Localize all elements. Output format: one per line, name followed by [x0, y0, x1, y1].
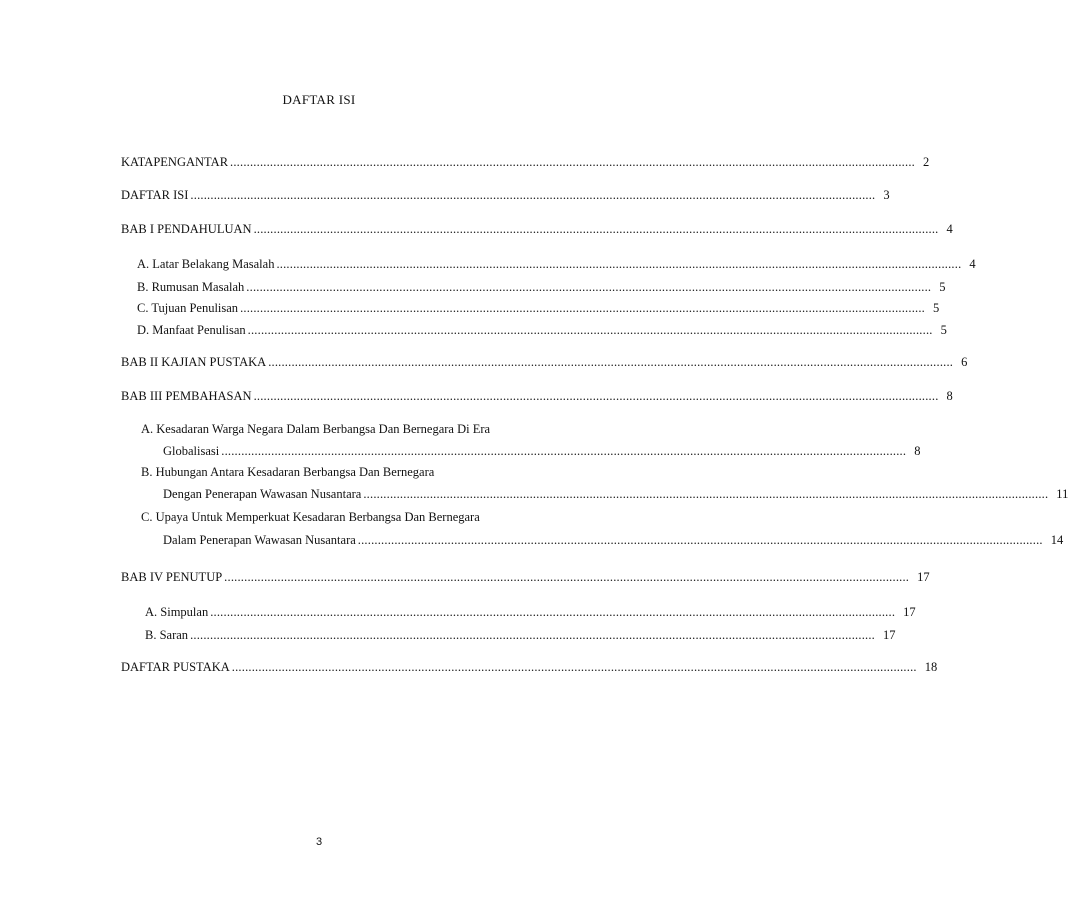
toc-entry-page: 17 [917, 570, 930, 584]
toc-entry-label: DAFTAR ISI [121, 188, 189, 202]
toc-entry-page: 6 [961, 355, 968, 369]
dot-leader: .............................................................................................................................................................................................................. [363, 487, 1049, 501]
toc-entry-page: 5 [939, 280, 946, 294]
dot-leader: .............................................................................................................................................................................................................. [230, 155, 915, 169]
dot-leader: .............................................................................................................................................................................................................. [231, 660, 917, 674]
dot-leader: .............................................................................................................................................................................................................. [253, 389, 939, 403]
toc-entry-page: 18 [924, 660, 938, 674]
page-number: 3 [315, 836, 323, 848]
toc-entry-bab-1-b[interactable] [137, 280, 946, 295]
toc-entry-bab-3-a[interactable] [163, 444, 921, 459]
toc-entry-label: C. Tujuan Penulisan [137, 301, 239, 315]
dot-leader: .............................................................................................................................................................................................................. [240, 301, 926, 315]
toc-entry-label: BAB IV PENUTUP [121, 570, 223, 584]
toc-entry-bab-1[interactable] [121, 222, 953, 237]
toc-entry-label: B. Rumusan Masalah [137, 280, 245, 294]
toc-entry-kata-pengantar[interactable] [121, 155, 930, 170]
toc-entry-label: D. Manfaat Penulisan [137, 323, 246, 337]
dot-leader: .............................................................................................................................................................................................................. [190, 188, 876, 202]
toc-entry-label: A. Simpulan [145, 605, 209, 619]
toc-entry-label: A. Latar Belakang Masalah [137, 257, 275, 271]
toc-entry-bab-3-a-line1: A. Kesadaran Warga Negara Dalam Berbangsa Dan Bernegara Di Era [141, 422, 491, 436]
dot-leader: .............................................................................................................................................................................................................. [190, 628, 876, 642]
toc-entry-bab-3-b[interactable] [163, 487, 1068, 502]
toc-entry-label: BAB I PENDAHULUAN [121, 222, 252, 236]
toc-entry-page: 4 [946, 222, 953, 236]
toc-entry-bab-3[interactable] [121, 389, 953, 404]
toc-entry-label: KATAPENGANTAR [121, 155, 229, 169]
toc-entry-page: 5 [933, 301, 940, 315]
dot-leader: .............................................................................................................................................................................................................. [253, 222, 939, 236]
toc-entry-label: BAB III PEMBAHASAN [121, 389, 252, 403]
toc-entry-bab-2[interactable] [121, 355, 968, 370]
toc-entry-label: BAB II KAJIAN PUSTAKA [121, 355, 267, 369]
toc-entry-bab-1-d[interactable] [137, 323, 947, 338]
toc-entry-label: Dalam Penerapan Wawasan Nusantara [163, 533, 356, 547]
toc-entry-bab-1-a[interactable] [137, 257, 976, 272]
dot-leader: .............................................................................................................................................................................................................. [224, 570, 910, 584]
toc-entry-page: 3 [883, 188, 890, 202]
toc-entry-bab-1-c[interactable] [137, 301, 940, 316]
toc-entry-label: Globalisasi [163, 444, 220, 458]
dot-leader: .............................................................................................................................................................................................................. [268, 355, 954, 369]
toc-entry-bab-3-c-line1: C. Upaya Untuk Memperkuat Kesadaran Berbangsa Dan Bernegara [141, 510, 480, 524]
toc-entry-page: 17 [903, 605, 916, 619]
toc-entry-page: 8 [946, 389, 953, 403]
dot-leader: .............................................................................................................................................................................................................. [247, 323, 933, 337]
dot-leader: .............................................................................................................................................................................................................. [210, 605, 896, 619]
toc-entry-bab-3-c[interactable] [163, 533, 1064, 548]
dot-leader: .............................................................................................................................................................................................................. [357, 533, 1043, 547]
toc-entry-page: 5 [940, 323, 947, 337]
toc-entry-daftar-pustaka[interactable] [121, 660, 938, 675]
toc-entry-bab-4-a[interactable] [145, 605, 916, 620]
dot-leader: .............................................................................................................................................................................................................. [221, 444, 907, 458]
toc-entry-bab-4[interactable] [121, 570, 930, 585]
page-title: DAFTAR ISI [282, 92, 356, 107]
toc-entry-label: B. Saran [145, 628, 189, 642]
toc-entry-page: 4 [969, 257, 976, 271]
toc-entry-bab-3-b-line1: B. Hubungan Antara Kesadaran Berbangsa Dan Bernegara [141, 465, 435, 479]
toc-entry-page: 8 [914, 444, 921, 458]
toc-entry-bab-4-b[interactable] [145, 628, 896, 643]
toc-entry-label: DAFTAR PUSTAKA [121, 660, 230, 674]
toc-entry-daftar-isi[interactable] [121, 188, 890, 203]
toc-entry-label: Dengan Penerapan Wawasan Nusantara [163, 487, 362, 501]
toc-entry-page: 14 [1050, 533, 1064, 547]
toc-entry-page: 11 [1056, 487, 1068, 501]
dot-leader: .............................................................................................................................................................................................................. [246, 280, 932, 294]
toc-entry-page: 17 [883, 628, 896, 642]
dot-leader: .............................................................................................................................................................................................................. [276, 257, 962, 271]
toc-entry-page: 2 [922, 155, 930, 169]
